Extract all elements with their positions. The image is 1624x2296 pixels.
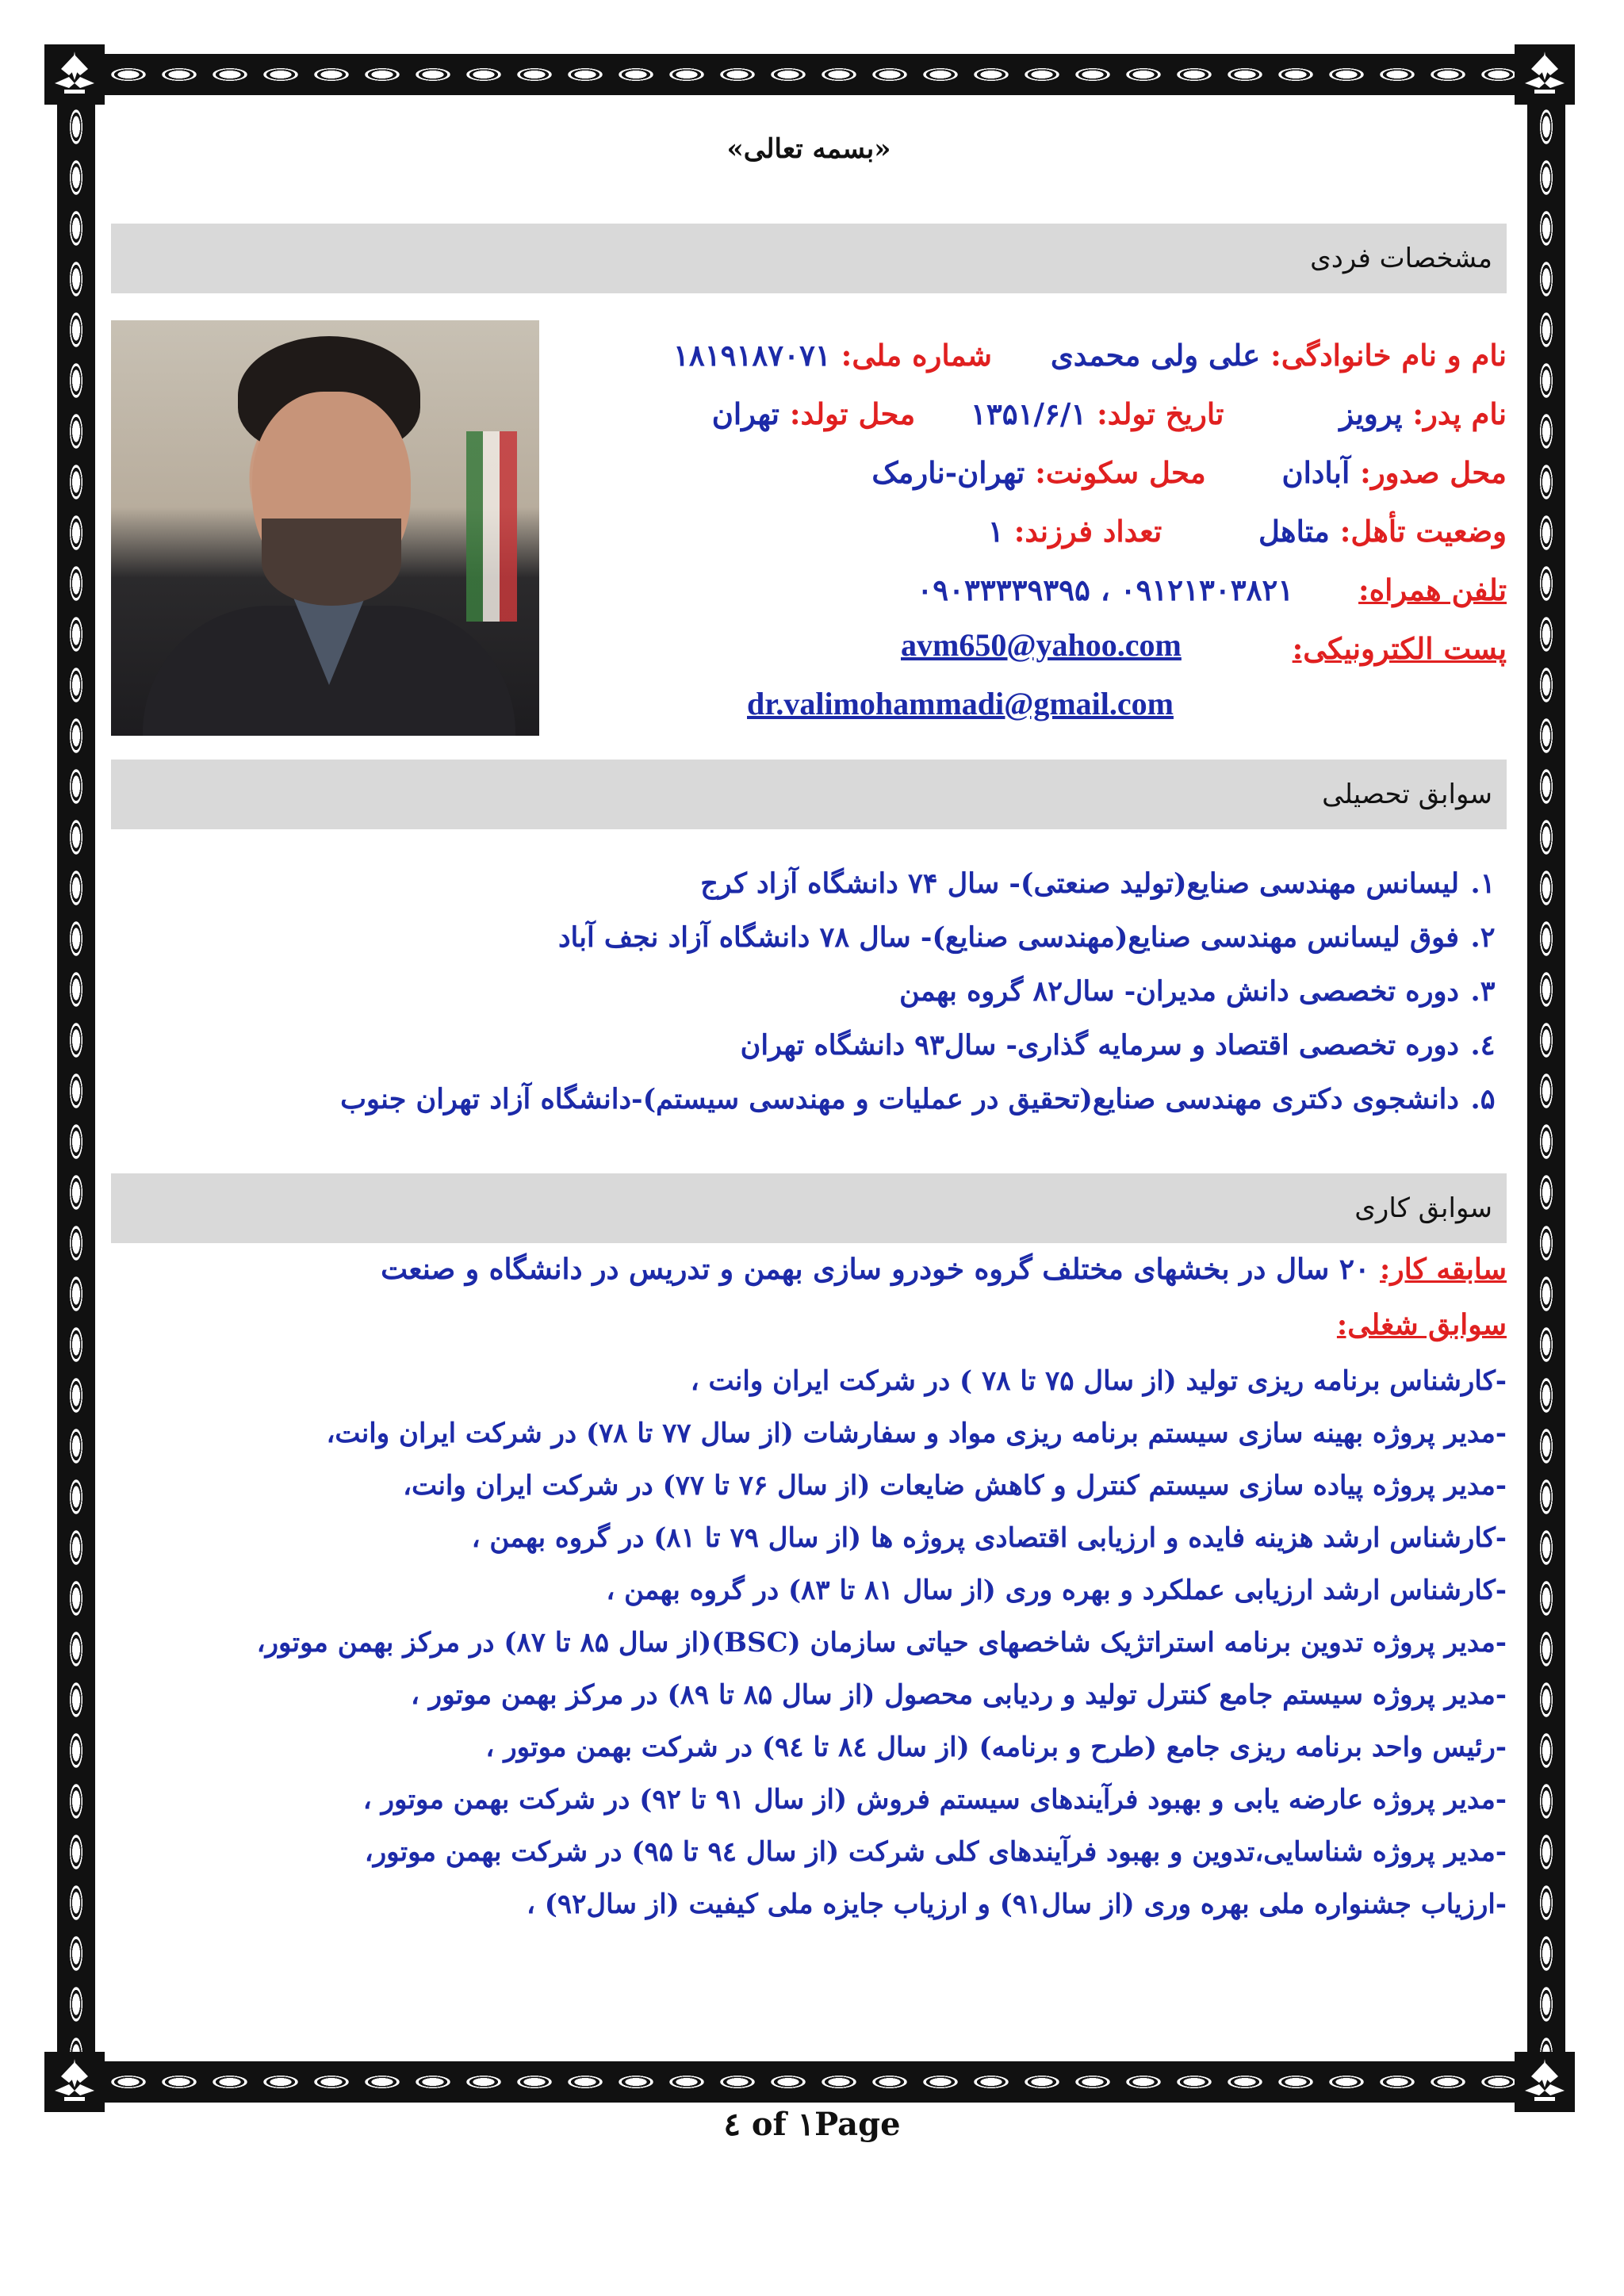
national-id-value: ۱۸۱۹۱۸۷۰۷۱: [673, 338, 831, 373]
birth-date-label: تاریخ تولد:: [1097, 396, 1224, 431]
national-id-label: شماره ملی:: [841, 338, 993, 373]
email-link-gmail[interactable]: dr.valimohammadi@gmail.com: [747, 686, 1174, 721]
job-item: -رئیس واحد برنامه ریزی جامع (طرح و برنامه) (از سال ۸٤ تا ۹٤) در شرکت بهمن موتور ،: [485, 1732, 1507, 1763]
section-work: [111, 1173, 1507, 1243]
border-bottom: [103, 2061, 1521, 2103]
job-item: -مدیر پروژه پیاده سازی سیستم کنترل و کاهش ضایعات (از سال ۷۶ تا ۷۷) در شرکت ایران وانت،: [403, 1470, 1507, 1502]
issue-place-label: محل صدور:: [1360, 455, 1507, 490]
marital-row: [988, 514, 1507, 549]
issue-place-value: آبادان: [1281, 455, 1350, 490]
section-title: سوابق کاری: [1354, 1192, 1492, 1224]
border-left: [57, 101, 95, 2060]
experience-label: سابقه کار:: [1380, 1253, 1507, 1286]
email-link-yahoo[interactable]: avm650@yahoo.com: [901, 627, 1182, 663]
list-item: ۵. دانشجوی دکتری مهندسی صنایع(تحقیق در عملیات و مهندسی سیستم)-دانشگاه آزاد تهران جنوب: [340, 1083, 1496, 1115]
section-title: سوابق تحصیلی: [1322, 779, 1492, 810]
job-item: -مدیر پروژه سیستم جامع کنترل تولید و ردیابی محصول (از سال ۸۵ تا ۸۹) در مرکز بهمن موتور ،: [411, 1679, 1507, 1711]
profile-photo: [111, 320, 539, 736]
birth-place-label: محل تولد:: [789, 396, 916, 431]
page-number: ٤ of ۱Page: [723, 2106, 901, 2143]
job-item: -کارشناس ارشد هزینه فایده و ارزیابی اقتصادی پروژه ها (از سال ۷۹ تا ۸۱) در گروه بهمن ،: [471, 1522, 1507, 1554]
job-item: -کارشناس برنامه ریزی تولید (از سال ۷۵ تا ۷۸ ) در شرکت ایران وانت ،: [690, 1365, 1507, 1397]
section-education: [111, 760, 1507, 829]
experience-value: ۲۰ سال در بخشهای مختلف گروه خودرو سازی بهمن و تدریس در دانشگاه و صنعت: [381, 1253, 1370, 1286]
father-row: [712, 396, 1507, 431]
list-item: ۲. فوق لیسانس مهندسی صنایع(مهندسی صنایع)- سال ۷۸ دانشگاه آزاد نجف آباد: [557, 921, 1496, 954]
residence-value: تهران-نارمک: [871, 455, 1025, 490]
children-label: تعداد فرزند:: [1013, 514, 1162, 549]
section-personal-info: [111, 224, 1507, 293]
birth-place-value: تهران: [711, 396, 779, 431]
education-list: [111, 867, 1507, 1137]
name-label: نام و نام خانوادگی:: [1270, 338, 1507, 373]
list-item: ۱. لیسانس مهندسی صنایع(تولید صنعتی)- سال ۷۴ دانشگاه آزاد کرج: [700, 867, 1496, 900]
marital-value: متاهل: [1258, 514, 1330, 549]
job-item: -مدیر پروژه تدوین برنامه استراتژیک شاخصهای حیاتی سازمان (BSC)(از سال ۸۵ تا ۸۷) در مرکز بهمن موتور،: [256, 1627, 1507, 1659]
children-value: ۱: [987, 514, 1004, 549]
border-top: [103, 54, 1521, 95]
email-row: [1293, 631, 1507, 666]
section-title: مشخصات فردی: [1310, 243, 1492, 274]
corner-ornament-icon: [1515, 44, 1575, 105]
border-right: [1527, 101, 1565, 2060]
job-item: -کارشناس ارشد ارزیابی عملکرد و بهره وری (از سال ۸۱ تا ۸۳) در گروه بهمن ،: [606, 1575, 1507, 1606]
email-label: پست الکترونیکی:: [1292, 631, 1507, 666]
name-row: [673, 338, 1507, 373]
name-value: علی ولی محمدی: [1050, 338, 1261, 373]
birth-date-value: ۱۳۵۱/۶/۱: [970, 396, 1087, 431]
issue-row: [871, 455, 1507, 490]
father-label: نام پدر:: [1412, 396, 1507, 431]
residence-label: محل سکونت:: [1035, 455, 1206, 490]
phone-value: ۰۹۱۲۱۳۰۳۸۲۱ ، ۰۹۰۳۳۳۳۹۳۹۵: [917, 572, 1294, 607]
corner-ornament-icon: [44, 2052, 105, 2112]
experience-row: [381, 1253, 1507, 1286]
job-item: -ارزیاب جشنواره ملی بهره وری (از سال۹۱) و ارزیاب جایزه ملی کیفیت (از سال۹۲) ،: [526, 1888, 1507, 1920]
father-value: پرویز: [1339, 396, 1403, 431]
phone-label: تلفن همراه:: [1358, 572, 1507, 607]
jobs-heading: [1337, 1308, 1507, 1341]
marital-label: وضعیت تأهل:: [1339, 514, 1507, 549]
job-item: -مدیر پروژه عارضه یابی و بهبود فرآیندهای سیستم فروش (از سال ۹۱ تا ۹۲) در شرکت بهمن موتور ،: [362, 1784, 1507, 1816]
basmala-heading: «بسمه تعالی»: [726, 133, 891, 165]
list-item: ٤. دوره تخصصی اقتصاد و سرمایه گذاری- سال۹۳ دانشگاه تهران: [740, 1029, 1496, 1062]
jobs-label: سوابق شغلی:: [1336, 1308, 1507, 1341]
corner-ornament-icon: [44, 44, 105, 105]
resume-content: [111, 111, 1507, 2045]
list-item: ۳. دوره تخصصی دانش مدیران- سال۸۲ گروه بهمن: [899, 975, 1496, 1008]
job-item: -مدیر پروژه شناسایی،تدوین و بهبود فرآیندهای کلی شرکت (از سال ۹٤ تا ۹۵) در شرکت بهمن موتور،: [364, 1836, 1507, 1868]
phone-row: [917, 572, 1507, 607]
corner-ornament-icon: [1515, 2052, 1575, 2112]
job-item: -مدیر پروژه بهینه سازی سیستم برنامه ریزی مواد و سفارشات (از سال ۷۷ تا ۷۸) در شرکت ایران وانت،: [326, 1418, 1507, 1449]
